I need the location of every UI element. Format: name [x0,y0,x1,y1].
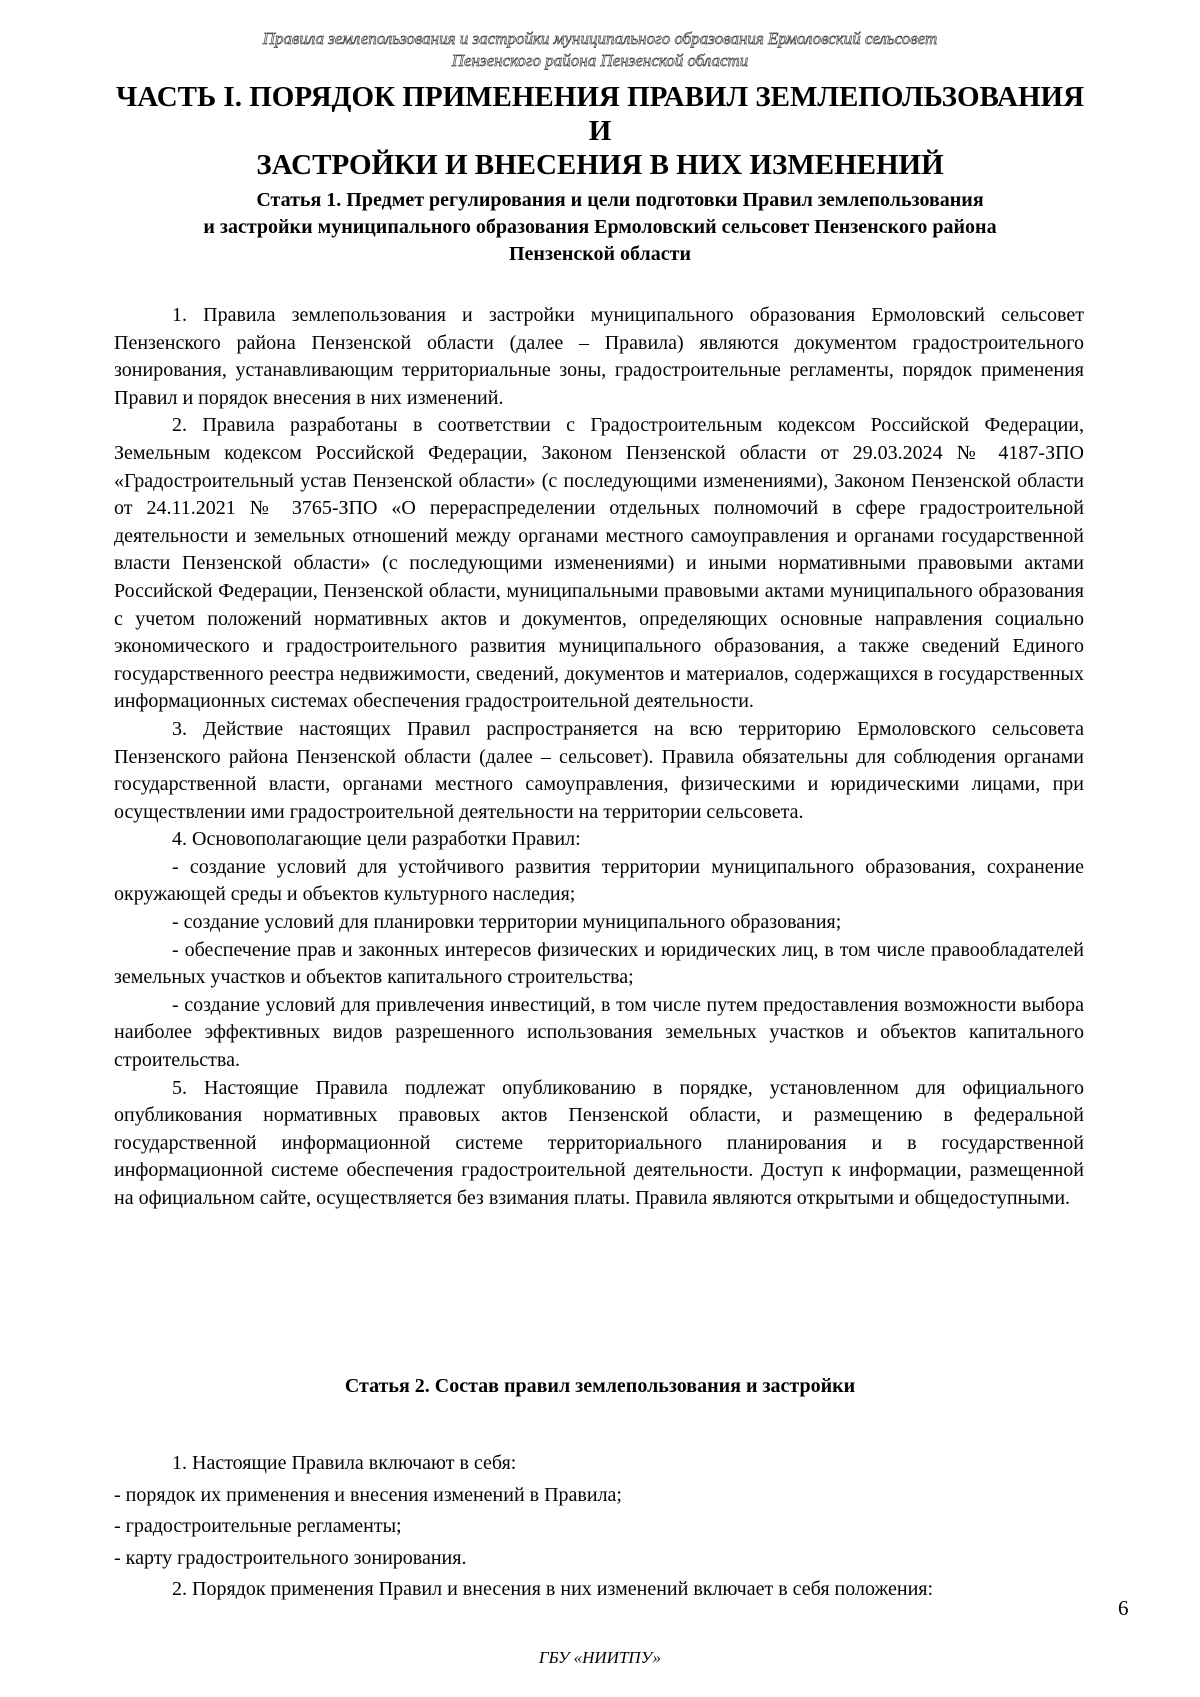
article-2-item-1: 1. Настоящие Правила включают в себя: [172,1452,517,1474]
article-1-body [114,302,1084,1213]
article-2-body [114,1448,1084,1606]
running-header-line-2: Пензенского района Пензенской области [451,51,749,70]
article-1-title [110,187,1090,268]
running-header [0,28,1200,72]
article-1-paragraph-3: 3. Действие настоящих Правил распространяется на всю территорию Ермоловского сельсовета Пензенского района Пензенской области (далее – сельсовет). Правила обязательны для соблюдения органами государственной власти, органами местного самоуправления, физическими и юридическими лицами, при осуществлении ими градостроительной деятельности на территории сельсовета. [114,717,1084,823]
part-title-line-2: ЗАСТРОЙКИ И ВНЕСЕНИЯ В НИХ ИЗМЕНЕНИЙ [256,149,944,181]
running-footer: ГБУ «НИИТПУ» [538,1648,662,1667]
article-2-item-3: - градостроительные регламенты; [114,1515,402,1537]
article-2-title: Статья 2. Состав правил землепользования и застройки [344,1375,856,1397]
article-1-list-item-4: - создание условий для привлечения инвестиций, в том числе путем предоставления возможности выбора наиболее эффективных видов разрешенного использования земельных участков и объектов капитального строительства. [114,993,1084,1072]
running-header-line-1: Правила землепользования и застройки муниципального образования Ермоловский сельсовет [262,29,938,48]
part-title-line-1: ЧАСТЬ I. ПОРЯДОК ПРИМЕНЕНИЯ ПРАВИЛ ЗЕМЛЕПОЛЬЗОВАНИЯ И [115,81,1085,147]
article-1-paragraph-2: 2. Правила разработаны в соответствии с Градостроительным кодексом Российской Федерации, Земельным кодексом Российской Федерации, Законом Пензенской области от 29.03.2024 № 4187-ЗПО «Градостроительный устав Пензенской области» (с последующими изменениями), Законом Пензенской области от 24.11.2021 № 3765-ЗПО «О перераспределении отдельных полномочий в сфере градостроительной деятельности и земельных отношений между органами местного самоуправления и органами государственной власти Пензенской области» (с последующими изменениями) и иными нормативными правовыми актами Российской Федерации, Пензенской области, муниципальными правовыми актами муниципального образования с учетом положений нормативных актов и документов, определяющих основные направления социально экономического и градостроительного развития муниципального образования, а также сведений Единого государственного реестра недвижимости, сведений, документов и материалов, содержащихся в государственных информационных системах обеспечения градостроительной деятельности. [114,414,1084,713]
page-number: 6 [1118,1596,1129,1620]
article-1-list-item-3: - обеспечение прав и законных интересов физических и юридических лиц, в том числе правообладателей земельных участков и объектов капитального строительства; [114,938,1084,989]
article-1-title-line-2: и застройки муниципального образования Ермоловский сельсовет Пензенского района [203,216,997,238]
article-1-paragraph-1: 1. Правила землепользования и застройки муниципального образования Ермоловский сельсовет Пензенского района Пензенской области (далее – Правила) являются документом градостроительного зонирования, устанавливающим территориальные зоны, градостроительные регламенты, порядок применения Правил и порядок внесения в них изменений. [114,304,1084,409]
article-1-list-item-1: - создание условий для устойчивого развития территории муниципального образования, сохранение окружающей среды и объектов культурного наследия; [114,855,1084,906]
article-1-title-line-3: Пензенской области [508,243,691,265]
article-2-item-5: 2. Порядок применения Правил и внесения в них изменений включает в себя положения: [172,1578,934,1600]
article-2-item-2: - порядок их применения и внесения изменений в Правила; [114,1483,622,1506]
article-2-item-4: - карту градостроительного зонирования. [114,1546,467,1569]
article-1-paragraph-5: 5. Настоящие Правила подлежат опубликованию в порядке, установленном для официального опубликования нормативных правовых актов Пензенской области, и размещению в федеральной государственной информационной системе территориального планирования и в государственной информационной системе обеспечения градостроительной деятельности. Доступ к информации, размещенной на официальном сайте, осуществляется без взимания платы. Правила являются открытыми и общедоступными. [114,1076,1084,1209]
article-1-paragraph-4: 4. Основополагающие цели разработки Правил: [172,828,581,851]
article-1-title-line-1: Статья 1. Предмет регулирования и цели подготовки Правил землепользования [256,189,984,211]
article-1-list-item-2: - создание условий для планировки территории муниципального образования; [172,911,842,934]
part-title [110,80,1090,182]
